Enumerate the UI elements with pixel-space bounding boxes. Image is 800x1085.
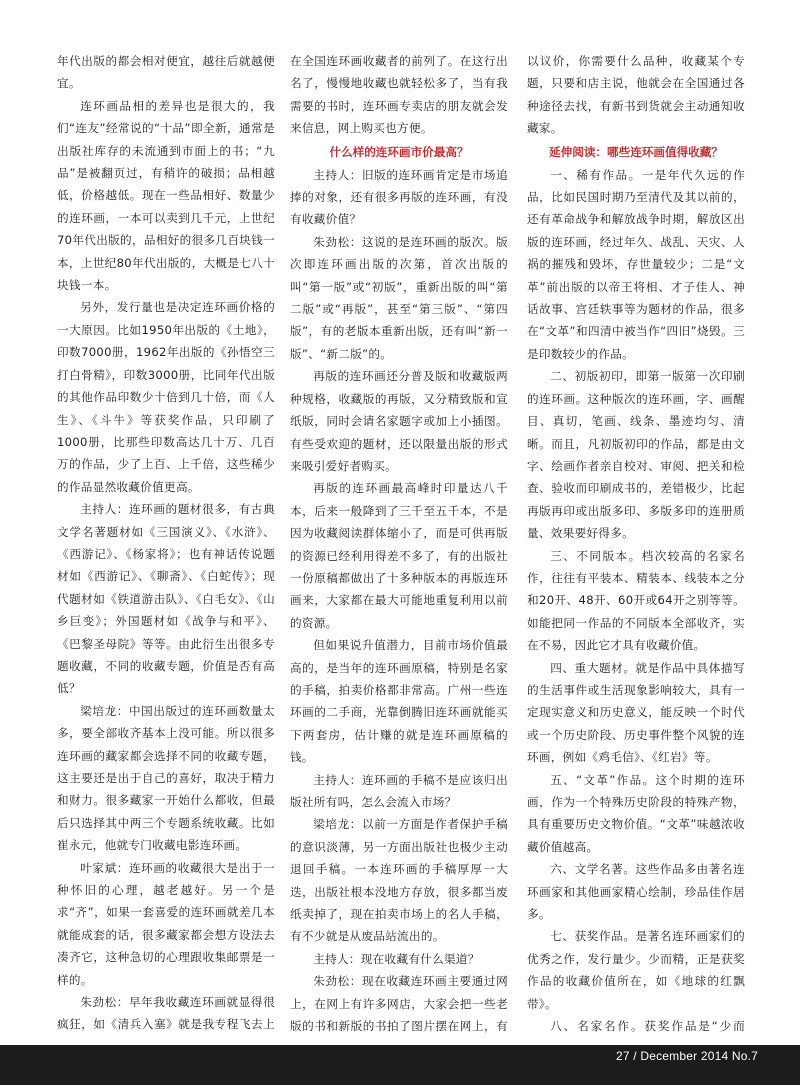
paragraph: 在全国连环画收藏者的前列了。在这行出名了，慢慢地收藏也就轻松多了，当有我需要的书时，连环画专卖店的朋友就会发来信息，网上购买也方便。 <box>290 54 508 136</box>
paragraph: 主持人：旧版的连环画肯定是市场追捧的对象，还有很多再版的连环画，有没有收藏价值？ <box>290 167 508 227</box>
paragraph: 朱劲松：现在收藏连环画主要通过网上，在网上有许多网店，大家会把一些老版的书和新版的书拍了图片摆在网上，有 <box>290 974 508 1034</box>
paragraph: 另外，发行量也是决定连环画价格的一大原因。比如1950年出版的《土地》，印数7000册，1962年出版的《孙悟空三打白骨精》，印数3000册，比同年代出版的其他作品印数少十倍到几十倍，而《人生》、《斗牛》等获奖作品，只印刷了1000册，比那些印数高达几十万、几百万的作品，少了上百、上千倍，这些稀少的作品显然收藏价值更高。 <box>57 300 275 494</box>
column-2 <box>290 50 508 1040</box>
paragraph: 六、文学名著。这些作品多由著名连环画家和其他画家精心绘制，珍品佳作居多。 <box>527 862 745 922</box>
paragraph: 主持人：连环画的手稿不是应该归出版社所有吗，怎么会流入市场？ <box>290 772 508 809</box>
paragraph: 梁培龙：中国出版过的连环画数量太多，要全部收齐基本上没可能。所以很多连环画的藏家都会选择不同的收藏专题，这主要还是出于自己的喜好，取决于精力和财力。很多藏家一开始什么都收，但最后只选择其中两三个专题系统收藏。比如崔永元，他就专门收藏电影连环画。 <box>57 703 275 853</box>
paragraph: 主持人：连环画的题材很多，有古典文学名著题材如《三国演义》、《水浒》、《西游记》、《杨家将》；也有神话传说题材如《西游记》、《聊斋》、《白蛇传》；现代题材如《铁道游击队》、《白毛女》、《山乡巨变》；外国题材如《战争与和平》、《巴黎圣母院》等等。由此衍生出很多专题收藏，不同的收藏专题，价值是否有高低？ <box>57 502 275 696</box>
paragraph: 以议价，你需要什么品种，收藏某个专题，只要和店主说，他就会在全国通过各种途径去找，有新书到货就会主动通知收藏家。 <box>527 54 745 136</box>
paragraph: 但如果说升值潜力，目前市场价值最高的，是当年的连环画原稿，特别是名家的手稿，拍卖价格都非常高。广州一些连环画的二手商，光靠倒腾旧连环画就能买下两套房，估计赚的就是连环画原稿的钱。 <box>290 638 508 765</box>
section-heading: 什么样的连环画市价最高？ <box>329 144 469 159</box>
page-number-issue: 27 / December 2014 No.7 <box>615 1049 758 1063</box>
paragraph: 再版的连环画最高峰时印量达八千本，后来一般降到了三千至五千本，不是因为收藏阅读群体缩小了，而是可供再版的资源已经利用得差不多了，有的出版社一份原稿都做出了十多种版本的再版连环画来，大家都在最大可能地重复利用以前的资源。 <box>290 481 508 630</box>
paragraph: 主持人：现在收藏有什么渠道？ <box>313 951 480 966</box>
paragraph: 叶家斌：连环画的收藏很大是出于一种怀旧的心理，越老越好。另一个是求“齐”，如果一套喜爱的连环画就差几本就能成套的话，很多藏家都会想方设法去凑齐它，这种急切的心理跟收集邮票是一样的。 <box>57 860 275 987</box>
paragraph: 四、重大题材。就是作品中具体描写的生活事件或生活现象影响较大，具有一定现实意义和历史意义，能反映一个时代或一个历史阶段、历史事件整个风貌的连环画，例如《鸡毛信》、《红岩》等。 <box>527 660 745 765</box>
paragraph: 二、初版初印，即第一版第一次印刷的连环画。这种版次的连环画，字、画醒目、真切，笔画、线条、墨迹均匀、清晰。而且，凡初版初印的作品，都是由文字、绘画作者亲自校对、审阅、把关和检查、验收而印刷成书的，差错极少，比起再版再印或出版多印、多版多印的连册质量、效果要好得多。 <box>527 369 745 541</box>
paragraph: 再版的连环画还分普及版和收藏版两种规格，收藏版的再版，又分精致版和宣纸版，同时会请名家题字或加上小插图。有些受欢迎的题材，还以限量出版的形式来吸引爱好者购买。 <box>290 369 508 473</box>
page-footer <box>0 1045 800 1085</box>
column-3 <box>527 50 745 1040</box>
paragraph: 连环画品相的差异也是很大的，我们“连友”经常说的“十品”即全新，通常是出版社库存的未流通到市面上的书；“九品”是被翻页过，有稍许的破损；品相越低，价格越低。现在一些品相好、数量少的连环画，一本可以卖到几千元，上世纪70年代出版的，品相好的很多几百块钱一本，上世纪80年代出版的，大概是七八十块钱一本。 <box>57 98 275 293</box>
paragraph: 五、“文革”作品。这个时期的连环画，作为一个特殊历史阶段的特殊产物，具有重要历史文物价值。“文革”味越浓收藏价值越高。 <box>527 772 745 854</box>
paragraph: 一、稀有作品。一是年代久远的作品，比如民国时期乃至清代及其以前的，还有革命战争和解放战争时期，解放区出版的连环画，经过年久、战乱、天灾、人祸的摧残和毁坏，存世量较少；二是“文革”前出版的以帝王将相、才子佳人、神话故事、宫廷轶事等为题材的作品，很多在“文革”和四清中被当作“四旧”烧毁。三是印数较少的作品。 <box>527 167 745 361</box>
section-heading: 延伸阅读：哪些连环画值得收藏？ <box>549 144 723 159</box>
paragraph: 年代出版的都会相对便宜，越往后就越便宜。 <box>57 54 275 91</box>
column-1 <box>57 50 275 1040</box>
paragraph: 七、获奖作品。是著名连环画家们的优秀之作，发行量少。少而精，正是获奖作品的收藏价值所在，如《地球的红飘带》。 <box>527 929 745 1011</box>
paragraph: 朱劲松：这说的是连环画的版次。版次即连环画出版的次第，首次出版的叫“第一版”或“初版”，重新出版的叫“第二版”或“再版”，甚至“第三版”、“第四版”，有的老版本重新出版，还有叫“新一版”、“新二版”的。 <box>290 234 508 361</box>
paragraph: 梁培龙：以前一方面是作者保护手稿的意识淡薄，另一方面出版社也极少主动退回手稿。一本连环画的手稿厚厚一大迭，出版社根本没地方存放，很多都当废纸卖掉了，现在拍卖市场上的名人手稿，有不少就是从废品站流出的。 <box>290 817 508 944</box>
paragraph: 朱劲松：早年我收藏连环画就显得很疯狂，如《清兵入塞》就是我专程飞去上 <box>57 995 275 1032</box>
paragraph: 八、名家名作。获奖作品是“少而 <box>550 1019 745 1034</box>
paragraph: 三、不同版本。档次较高的名家名作，往往有平装本、精装本、线装本之分和20开、48开、60开或64开之别等等。如能把同一作品的不同版本全部收齐，实在不易，因此它才具有收藏价值。 <box>527 548 745 653</box>
